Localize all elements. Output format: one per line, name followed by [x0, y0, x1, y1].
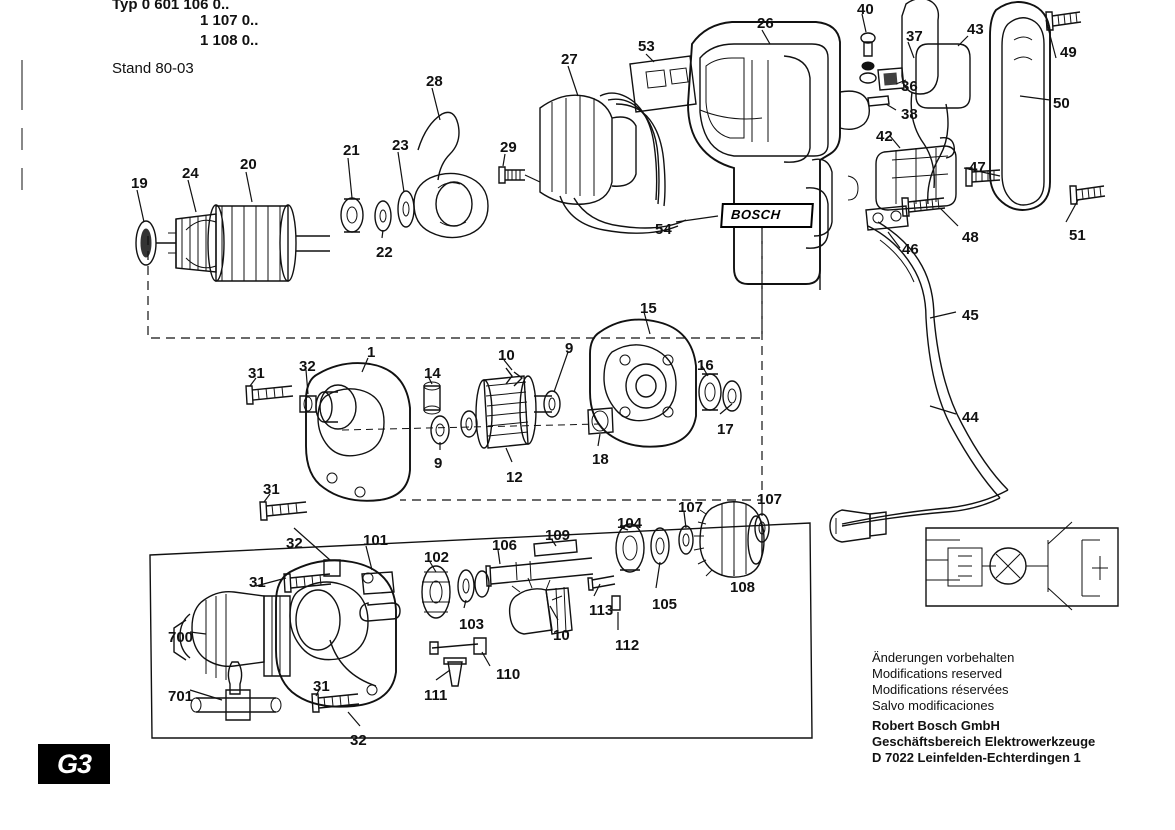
callout-24: 24 — [182, 165, 199, 182]
chuck-and-spindle-assembly — [174, 499, 769, 720]
callout-113: 113 — [589, 602, 614, 619]
callout-38: 38 — [901, 106, 918, 123]
callout-19: 19 — [131, 175, 148, 192]
callout-9a: 9 — [565, 340, 574, 357]
callout-9b: 9 — [434, 455, 443, 472]
callout-101: 101 — [363, 532, 389, 549]
callout-31d: 31 — [313, 678, 330, 695]
grouping-outlines — [148, 226, 812, 738]
callout-22: 22 — [376, 244, 393, 261]
callout-14: 14 — [424, 365, 441, 382]
callout-1: 1 — [367, 344, 376, 361]
footer-note-en: Modifications reserved — [872, 666, 1003, 681]
callout-48: 48 — [962, 229, 979, 246]
callout-108: 108 — [730, 579, 756, 596]
footer-company-division: Geschäftsbereich Elektrowerkzeuge — [872, 734, 1096, 749]
footer-note-de: Änderungen vorbehalten — [872, 650, 1015, 665]
callout-109: 109 — [545, 527, 571, 544]
page-badge: G3 — [38, 744, 110, 784]
callout-32a: 32 — [299, 358, 316, 375]
callout-700: 700 — [168, 629, 194, 646]
callout-32c: 32 — [350, 732, 367, 749]
callout-104: 104 — [617, 515, 643, 532]
callout-10: 10 — [498, 347, 515, 364]
callout-32b: 32 — [286, 535, 303, 552]
handle-cover — [990, 2, 1050, 210]
callout-17: 17 — [717, 421, 734, 438]
callout-27: 27 — [561, 51, 578, 68]
wiring-schematic — [926, 522, 1118, 610]
header-type-line: Typ 0 601 106 0.. — [112, 0, 230, 13]
callout-102: 102 — [424, 549, 450, 566]
callout-26: 26 — [757, 15, 774, 32]
callout-21: 21 — [343, 142, 360, 159]
callout-103: 103 — [459, 616, 485, 633]
callout-23: 23 — [392, 137, 409, 154]
bosch-nameplate — [720, 203, 814, 228]
armature-assembly — [136, 56, 696, 281]
leader-lines — [137, 14, 1078, 726]
callout-43: 43 — [967, 21, 984, 38]
callout-20: 20 — [240, 156, 257, 173]
callout-28: 28 — [426, 73, 443, 90]
callout-37: 37 — [906, 28, 923, 45]
callout-31b: 31 — [263, 481, 280, 498]
callout-53: 53 — [638, 38, 655, 55]
callout-107a: 107 — [678, 499, 704, 516]
callout-45: 45 — [962, 307, 979, 324]
header-line-3: 1 108 0.. — [200, 32, 259, 49]
callout-42: 42 — [876, 128, 893, 145]
callout-51: 51 — [1069, 227, 1086, 244]
callout-49: 49 — [1060, 44, 1077, 61]
callout-112: 112 — [615, 637, 640, 654]
callout-31c: 31 — [249, 574, 266, 591]
callout-16: 16 — [697, 357, 714, 374]
footer-company-address: D 7022 Leinfelden-Echterdingen 1 — [872, 750, 1081, 765]
bosch-nameplate-label: BOSCH — [730, 207, 782, 222]
header-stand: Stand 80-03 — [112, 60, 194, 77]
footer-company-name: Robert Bosch GmbH — [872, 718, 1000, 733]
callout-18: 18 — [592, 451, 609, 468]
callout-36: 36 — [901, 78, 918, 95]
callout-105: 105 — [652, 596, 678, 613]
header-line-2: 1 107 0.. — [200, 12, 259, 29]
callout-29: 29 — [500, 139, 517, 156]
callout-110: 110 — [496, 666, 521, 683]
callout-31a: 31 — [248, 365, 265, 382]
callout-10b: 10 — [553, 627, 570, 644]
callout-50: 50 — [1053, 95, 1070, 112]
callout-47: 47 — [969, 159, 986, 176]
callout-701: 701 — [168, 688, 194, 705]
footer-note-es: Salvo modificaciones — [872, 698, 995, 713]
motor-housing — [688, 22, 869, 290]
callout-44: 44 — [962, 409, 979, 426]
callout-111: 111 — [424, 687, 448, 704]
power-cord — [830, 222, 1008, 542]
callout-12: 12 — [506, 469, 523, 486]
callout-54: 54 — [655, 221, 672, 238]
callout-46: 46 — [902, 241, 919, 258]
callout-107b: 107 — [757, 491, 783, 508]
footer-note-fr: Modifications réservées — [872, 682, 1009, 697]
callout-15: 15 — [640, 300, 657, 317]
callout-106: 106 — [492, 537, 518, 554]
callout-40: 40 — [857, 1, 874, 18]
